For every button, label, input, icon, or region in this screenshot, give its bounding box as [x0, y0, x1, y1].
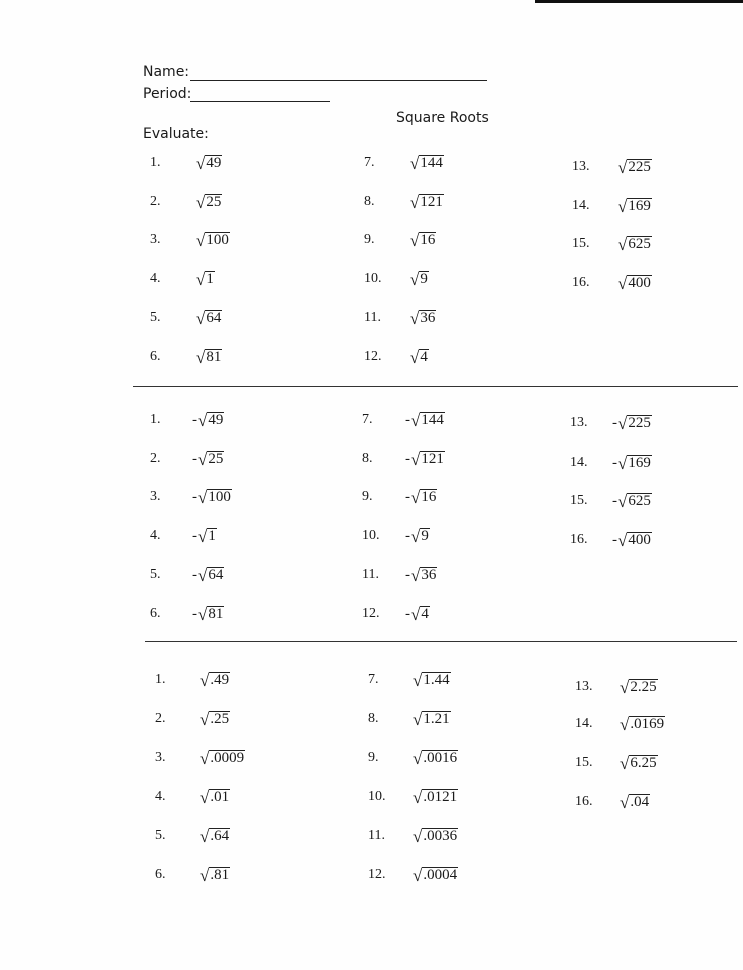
- radicand: 169: [628, 198, 651, 214]
- radicand: 25: [208, 451, 224, 467]
- radical-expression: [200, 748, 245, 767]
- minus-sign: -: [405, 488, 410, 505]
- radical-sign-icon: √: [196, 308, 206, 328]
- problem-number: 4.: [155, 789, 166, 804]
- problem-number: 15.: [570, 493, 588, 508]
- radical-sign-icon: √: [413, 826, 423, 846]
- problem-number: 16.: [575, 794, 593, 809]
- radical-expression: [200, 709, 230, 728]
- radicand: 225: [628, 159, 651, 175]
- radicand: 4: [421, 606, 429, 622]
- radical-expression: [618, 157, 652, 176]
- problem-number: 8.: [364, 194, 375, 209]
- radical-sign-icon: √: [620, 677, 630, 697]
- radical-expression: [405, 410, 445, 429]
- radical-sign-icon: √: [620, 792, 630, 812]
- radical-sign-icon: √: [618, 157, 628, 177]
- radical-expression: [620, 677, 658, 696]
- problem-number: 1.: [150, 155, 161, 170]
- radicand: 625: [628, 236, 651, 252]
- radical-sign-icon: √: [198, 565, 208, 585]
- radical-expression: [618, 273, 652, 292]
- minus-sign: -: [405, 605, 410, 622]
- radical-expression: [413, 826, 458, 845]
- problem-number: 13.: [572, 159, 590, 174]
- radical-sign-icon: √: [410, 269, 420, 289]
- radical-expression: [620, 792, 650, 811]
- problem-number: 2.: [150, 194, 161, 209]
- radical-sign-icon: √: [410, 347, 420, 367]
- radicand: 9: [421, 528, 429, 544]
- problem-number: 1.: [155, 672, 166, 687]
- radicand: 169: [628, 455, 651, 471]
- problem-number: 3.: [155, 750, 166, 765]
- radical-sign-icon: √: [618, 234, 628, 254]
- problem-number: 16.: [572, 275, 590, 290]
- problem-number: 12.: [368, 867, 386, 882]
- radical-sign-icon: √: [410, 230, 420, 250]
- radicand: 64: [208, 567, 224, 583]
- radical-sign-icon: √: [413, 865, 423, 885]
- problem-number: 14.: [570, 455, 588, 470]
- minus-sign: -: [192, 411, 197, 428]
- period-field[interactable]: [190, 101, 330, 102]
- problem-number: 12.: [364, 349, 382, 364]
- radical-sign-icon: √: [620, 714, 630, 734]
- radicand: .0121: [423, 789, 458, 805]
- radicand: 49: [206, 155, 222, 171]
- problem-number: 13.: [575, 679, 593, 694]
- radicand: 64: [206, 310, 222, 326]
- radical-sign-icon: √: [196, 230, 206, 250]
- radical-expression: [200, 865, 230, 884]
- radical-expression: [612, 491, 652, 510]
- radicand: 144: [420, 155, 443, 171]
- radical-expression: [192, 487, 232, 506]
- radical-expression: [413, 709, 451, 728]
- radical-sign-icon: √: [413, 670, 423, 690]
- radicand: 25: [206, 194, 222, 210]
- radical-expression: [405, 565, 437, 584]
- problem-number: 5.: [150, 567, 161, 582]
- minus-sign: -: [192, 488, 197, 505]
- radical-expression: [405, 449, 445, 468]
- radical-sign-icon: √: [200, 748, 210, 768]
- radical-sign-icon: √: [200, 709, 210, 729]
- radical-expression: [192, 604, 224, 623]
- radicand: .0169: [630, 716, 665, 732]
- problem-number: 12.: [362, 606, 380, 621]
- radicand: 36: [421, 567, 437, 583]
- radical-expression: [405, 604, 430, 623]
- radicand: 400: [628, 275, 651, 291]
- radical-sign-icon: √: [411, 410, 421, 430]
- radical-expression: [618, 234, 652, 253]
- radical-sign-icon: √: [196, 347, 206, 367]
- radical-expression: [200, 670, 230, 689]
- radicand: .81: [210, 867, 230, 883]
- radical-sign-icon: √: [198, 604, 208, 624]
- radicand: .0009: [210, 750, 245, 766]
- radicand: .64: [210, 828, 230, 844]
- radical-expression: [200, 787, 230, 806]
- radical-expression: [196, 347, 222, 366]
- radicand: 2.25: [630, 679, 657, 695]
- radical-expression: [192, 410, 224, 429]
- radical-expression: [405, 526, 430, 545]
- radical-sign-icon: √: [413, 748, 423, 768]
- radical-expression: [612, 413, 652, 432]
- radicand: 4: [420, 349, 428, 365]
- radicand: 400: [628, 532, 651, 548]
- minus-sign: -: [405, 411, 410, 428]
- radical-expression: [196, 230, 230, 249]
- radical-expression: [196, 269, 215, 288]
- radical-expression: [410, 230, 436, 249]
- problem-number: 4.: [150, 271, 161, 286]
- instruction-label: Evaluate:: [143, 126, 209, 142]
- problem-number: 7.: [364, 155, 375, 170]
- period-label: Period:: [143, 86, 192, 102]
- problem-number: 2.: [150, 451, 161, 466]
- radicand: .25: [210, 711, 230, 727]
- radicand: 1.44: [423, 672, 450, 688]
- radical-expression: [192, 526, 217, 545]
- radical-sign-icon: √: [410, 308, 420, 328]
- radical-sign-icon: √: [618, 413, 628, 433]
- radical-sign-icon: √: [410, 192, 420, 212]
- radical-expression: [192, 565, 224, 584]
- radical-sign-icon: √: [620, 753, 630, 773]
- problem-number: 14.: [575, 716, 593, 731]
- radicand: .01: [210, 789, 230, 805]
- radical-sign-icon: √: [198, 487, 208, 507]
- radical-expression: [410, 308, 436, 327]
- radical-expression: [200, 826, 230, 845]
- problem-number: 11.: [362, 567, 379, 582]
- section-divider-1: [133, 386, 738, 387]
- radicand: .0004: [423, 867, 458, 883]
- radicand: 121: [420, 194, 443, 210]
- problem-number: 1.: [150, 412, 161, 427]
- radicand: .0036: [423, 828, 458, 844]
- radical-sign-icon: √: [618, 491, 628, 511]
- minus-sign: -: [192, 450, 197, 467]
- radical-sign-icon: √: [198, 526, 208, 546]
- minus-sign: -: [405, 450, 410, 467]
- problem-number: 10.: [368, 789, 386, 804]
- radical-sign-icon: √: [411, 526, 421, 546]
- problem-number: 10.: [362, 528, 380, 543]
- radicand: 49: [208, 412, 224, 428]
- radical-sign-icon: √: [200, 787, 210, 807]
- problem-number: 2.: [155, 711, 166, 726]
- minus-sign: -: [405, 527, 410, 544]
- radical-expression: [192, 449, 224, 468]
- minus-sign: -: [612, 492, 617, 509]
- radicand: 625: [628, 493, 651, 509]
- problem-number: 5.: [150, 310, 161, 325]
- radical-expression: [413, 748, 458, 767]
- radical-expression: [413, 865, 458, 884]
- radical-sign-icon: √: [413, 709, 423, 729]
- problem-number: 6.: [150, 349, 161, 364]
- radical-sign-icon: √: [196, 269, 206, 289]
- problem-number: 9.: [364, 232, 375, 247]
- radical-sign-icon: √: [196, 153, 206, 173]
- radicand: .04: [630, 794, 650, 810]
- radicand: 100: [206, 232, 229, 248]
- radicand: 9: [420, 271, 428, 287]
- problem-number: 4.: [150, 528, 161, 543]
- radicand: 16: [420, 232, 436, 248]
- radicand: 1.21: [423, 711, 450, 727]
- radical-sign-icon: √: [411, 449, 421, 469]
- problem-number: 8.: [362, 451, 373, 466]
- problem-number: 16.: [570, 532, 588, 547]
- radical-sign-icon: √: [200, 865, 210, 885]
- radical-sign-icon: √: [618, 530, 628, 550]
- radicand: 225: [628, 415, 651, 431]
- problem-number: 15.: [572, 236, 590, 251]
- radical-expression: [410, 192, 444, 211]
- problem-number: 3.: [150, 232, 161, 247]
- radical-sign-icon: √: [198, 449, 208, 469]
- radical-sign-icon: √: [413, 787, 423, 807]
- radical-expression: [618, 196, 652, 215]
- radicand: .49: [210, 672, 230, 688]
- radical-sign-icon: √: [411, 487, 421, 507]
- radicand: 121: [421, 451, 444, 467]
- problem-number: 9.: [368, 750, 379, 765]
- problem-number: 14.: [572, 198, 590, 213]
- name-field[interactable]: [190, 80, 487, 81]
- radical-expression: [405, 487, 437, 506]
- section-divider-2: [145, 641, 737, 642]
- minus-sign: -: [612, 414, 617, 431]
- radicand: 100: [208, 489, 231, 505]
- top-edge-mark: [535, 0, 743, 3]
- problem-number: 7.: [368, 672, 379, 687]
- problem-number: 5.: [155, 828, 166, 843]
- worksheet-title: Square Roots: [396, 110, 489, 126]
- problem-number: 13.: [570, 415, 588, 430]
- minus-sign: -: [192, 566, 197, 583]
- radical-expression: [410, 269, 429, 288]
- problem-number: 7.: [362, 412, 373, 427]
- radical-sign-icon: √: [411, 604, 421, 624]
- radical-expression: [410, 153, 444, 172]
- radical-expression: [413, 787, 458, 806]
- problem-number: 10.: [364, 271, 382, 286]
- radical-sign-icon: √: [200, 670, 210, 690]
- problem-number: 6.: [155, 867, 166, 882]
- radical-expression: [620, 753, 658, 772]
- radical-sign-icon: √: [618, 273, 628, 293]
- problem-number: 9.: [362, 489, 373, 504]
- radical-sign-icon: √: [410, 153, 420, 173]
- minus-sign: -: [405, 566, 410, 583]
- radical-sign-icon: √: [411, 565, 421, 585]
- radical-expression: [612, 530, 652, 549]
- radicand: 1: [206, 271, 214, 287]
- radicand: 1: [208, 528, 216, 544]
- radical-expression: [612, 453, 652, 472]
- radical-sign-icon: √: [196, 192, 206, 212]
- radical-sign-icon: √: [618, 196, 628, 216]
- radical-expression: [196, 153, 222, 172]
- minus-sign: -: [192, 605, 197, 622]
- radical-sign-icon: √: [198, 410, 208, 430]
- minus-sign: -: [612, 454, 617, 471]
- radicand: 81: [208, 606, 224, 622]
- radical-expression: [620, 714, 665, 733]
- radicand: 6.25: [630, 755, 657, 771]
- problem-number: 6.: [150, 606, 161, 621]
- radical-sign-icon: √: [618, 453, 628, 473]
- radical-expression: [413, 670, 451, 689]
- radical-expression: [196, 192, 222, 211]
- radicand: .0016: [423, 750, 458, 766]
- radicand: 36: [420, 310, 436, 326]
- name-label: Name:: [143, 64, 190, 80]
- radical-expression: [196, 308, 222, 327]
- problem-number: 8.: [368, 711, 379, 726]
- radicand: 16: [421, 489, 437, 505]
- problem-number: 11.: [364, 310, 381, 325]
- radicand: 144: [421, 412, 444, 428]
- minus-sign: -: [192, 527, 197, 544]
- problem-number: 3.: [150, 489, 161, 504]
- problem-number: 11.: [368, 828, 385, 843]
- radical-sign-icon: √: [200, 826, 210, 846]
- radical-expression: [410, 347, 429, 366]
- radicand: 81: [206, 349, 222, 365]
- problem-number: 15.: [575, 755, 593, 770]
- minus-sign: -: [612, 531, 617, 548]
